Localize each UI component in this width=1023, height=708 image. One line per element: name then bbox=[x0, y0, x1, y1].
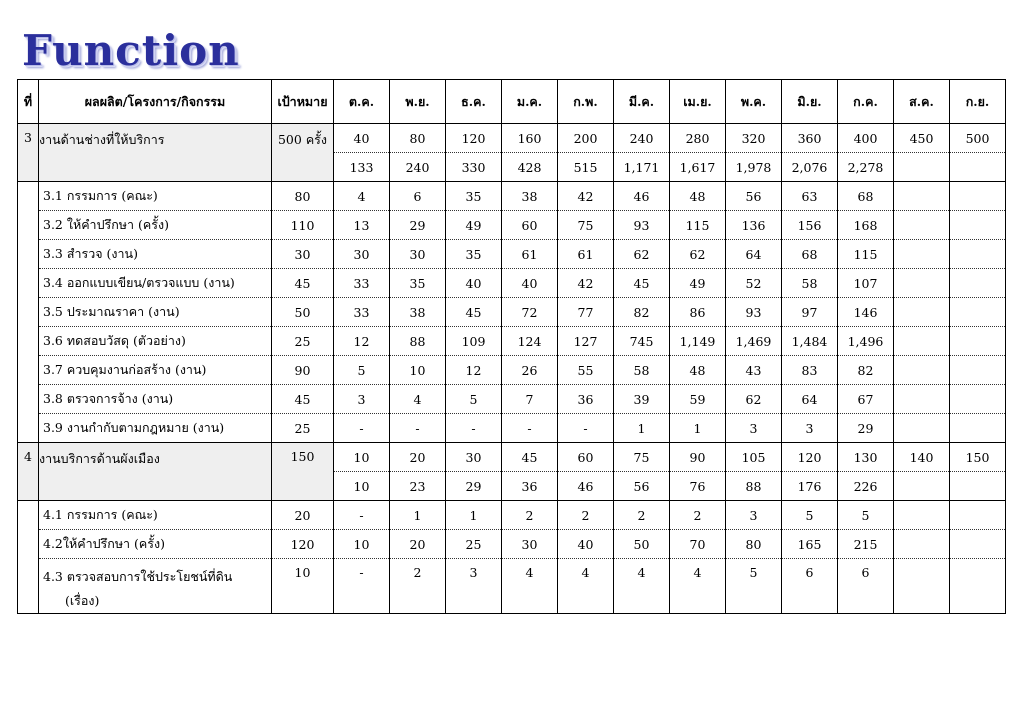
month-value-cell: 39 bbox=[614, 385, 670, 414]
month-value-cell: 60 bbox=[558, 443, 614, 472]
month-value-cell: 4 bbox=[334, 182, 390, 211]
month-value-cell: 4 bbox=[390, 385, 446, 414]
table-row bbox=[18, 356, 1006, 385]
month-value-cell bbox=[950, 414, 1006, 443]
month-value-cell: 76 bbox=[670, 472, 726, 501]
month-value-cell: 35 bbox=[446, 240, 502, 269]
month-value-cell: 6 bbox=[782, 559, 838, 614]
month-value-cell: 3 bbox=[334, 385, 390, 414]
month-value-cell: 64 bbox=[782, 385, 838, 414]
header-month: ก.พ. bbox=[558, 80, 614, 124]
month-value-cell: 80 bbox=[726, 530, 782, 559]
month-value-cell: 93 bbox=[614, 211, 670, 240]
month-value-cell: 36 bbox=[558, 385, 614, 414]
month-value-cell: 68 bbox=[838, 182, 894, 211]
header-target: เป้าหมาย bbox=[272, 80, 334, 124]
month-value-cell: 48 bbox=[670, 356, 726, 385]
month-value-cell: 500 bbox=[950, 124, 1006, 153]
header-month: ธ.ค. bbox=[446, 80, 502, 124]
month-value-cell: 12 bbox=[446, 356, 502, 385]
month-value-cell: 35 bbox=[446, 182, 502, 211]
month-value-cell: 1,978 bbox=[726, 153, 782, 182]
month-value-cell: 63 bbox=[782, 182, 838, 211]
month-value-cell: 146 bbox=[838, 298, 894, 327]
month-value-cell: 107 bbox=[838, 269, 894, 298]
table-row bbox=[18, 501, 1006, 530]
month-value-cell: 109 bbox=[446, 327, 502, 356]
month-value-cell bbox=[950, 530, 1006, 559]
month-value-cell: 2 bbox=[670, 501, 726, 530]
month-value-cell: 36 bbox=[502, 472, 558, 501]
month-value-cell: 115 bbox=[670, 211, 726, 240]
month-value-cell bbox=[950, 356, 1006, 385]
item-target: 45 bbox=[272, 385, 334, 414]
month-value-cell: 56 bbox=[726, 182, 782, 211]
month-value-cell bbox=[894, 385, 950, 414]
month-value-cell: 2,076 bbox=[782, 153, 838, 182]
header-month: ก.ย. bbox=[950, 80, 1006, 124]
month-value-cell: 1,496 bbox=[838, 327, 894, 356]
month-value-cell: 120 bbox=[446, 124, 502, 153]
month-value-cell bbox=[894, 414, 950, 443]
month-value-cell: 62 bbox=[670, 240, 726, 269]
header-no: ที่ bbox=[18, 80, 39, 124]
table-row bbox=[18, 211, 1006, 240]
month-value-cell: 140 bbox=[894, 443, 950, 472]
month-value-cell: 75 bbox=[614, 443, 670, 472]
month-value-cell: 46 bbox=[558, 472, 614, 501]
month-value-cell: 2,278 bbox=[838, 153, 894, 182]
month-value-cell: 29 bbox=[838, 414, 894, 443]
month-value-cell: 64 bbox=[726, 240, 782, 269]
month-value-cell: 320 bbox=[726, 124, 782, 153]
month-value-cell: 4 bbox=[558, 559, 614, 614]
item-target: 25 bbox=[272, 327, 334, 356]
item-name: 4.1 กรรมการ (คณะ) bbox=[39, 501, 272, 530]
month-value-cell: 70 bbox=[670, 530, 726, 559]
month-value-cell: 49 bbox=[446, 211, 502, 240]
month-value-cell: 1 bbox=[446, 501, 502, 530]
header-month: ส.ค. bbox=[894, 80, 950, 124]
month-value-cell: 360 bbox=[782, 124, 838, 153]
month-value-cell: 400 bbox=[838, 124, 894, 153]
month-value-cell bbox=[950, 385, 1006, 414]
table-row bbox=[18, 530, 1006, 559]
item-name: 3.2 ให้คำปรึกษา (ครั้ง) bbox=[39, 211, 272, 240]
month-value-cell: 58 bbox=[614, 356, 670, 385]
month-value-cell: 42 bbox=[558, 182, 614, 211]
month-value-cell: 45 bbox=[446, 298, 502, 327]
month-value-cell: 745 bbox=[614, 327, 670, 356]
table-row bbox=[18, 559, 1006, 614]
month-value-cell: 40 bbox=[446, 269, 502, 298]
month-value-cell: 29 bbox=[446, 472, 502, 501]
item-name: 3.8 ตรวจการจ้าง (งาน) bbox=[39, 385, 272, 414]
item-number-spacer bbox=[18, 501, 39, 614]
month-value-cell: 5 bbox=[726, 559, 782, 614]
group-name: งานด้านช่างที่ให้บริการ bbox=[39, 124, 272, 182]
item-name: 3.1 กรรมการ (คณะ) bbox=[39, 182, 272, 211]
month-value-cell bbox=[950, 501, 1006, 530]
month-value-cell: 1 bbox=[390, 501, 446, 530]
month-value-cell: 61 bbox=[558, 240, 614, 269]
month-value-cell: 30 bbox=[502, 530, 558, 559]
month-value-cell: 6 bbox=[390, 182, 446, 211]
month-value-cell bbox=[950, 240, 1006, 269]
month-value-cell: 120 bbox=[782, 443, 838, 472]
month-value-cell: 45 bbox=[502, 443, 558, 472]
month-value-cell: 2 bbox=[390, 559, 446, 614]
month-value-cell: 56 bbox=[614, 472, 670, 501]
month-value-cell: 62 bbox=[614, 240, 670, 269]
month-value-cell: 1 bbox=[670, 414, 726, 443]
month-value-cell: 38 bbox=[502, 182, 558, 211]
month-value-cell: 124 bbox=[502, 327, 558, 356]
month-value-cell: 215 bbox=[838, 530, 894, 559]
month-value-cell: 12 bbox=[334, 327, 390, 356]
month-value-cell: 515 bbox=[558, 153, 614, 182]
month-value-cell bbox=[894, 269, 950, 298]
month-value-cell: 5 bbox=[838, 501, 894, 530]
month-value-cell: 2 bbox=[502, 501, 558, 530]
month-value-cell: 33 bbox=[334, 269, 390, 298]
header-month: ก.ค. bbox=[838, 80, 894, 124]
month-value-cell: 10 bbox=[334, 443, 390, 472]
item-target: 50 bbox=[272, 298, 334, 327]
item-name: 3.5 ประมาณราคา (งาน) bbox=[39, 298, 272, 327]
month-value-cell: 25 bbox=[446, 530, 502, 559]
header-month: เม.ย. bbox=[670, 80, 726, 124]
month-value-cell: 26 bbox=[502, 356, 558, 385]
month-value-cell: 1,171 bbox=[614, 153, 670, 182]
group-target: 500 ครั้ง bbox=[272, 124, 334, 182]
month-value-cell: 42 bbox=[558, 269, 614, 298]
item-name: 3.6 ทดสอบวัสดุ (ตัวอย่าง) bbox=[39, 327, 272, 356]
month-value-cell bbox=[950, 211, 1006, 240]
month-value-cell: 88 bbox=[726, 472, 782, 501]
month-value-cell: 33 bbox=[334, 298, 390, 327]
month-value-cell: - bbox=[334, 559, 390, 614]
item-target: 10 bbox=[272, 559, 334, 614]
month-value-cell: - bbox=[502, 414, 558, 443]
group-plan-row bbox=[18, 443, 1006, 472]
item-name bbox=[39, 559, 272, 614]
month-value-cell: 40 bbox=[502, 269, 558, 298]
table-row bbox=[18, 327, 1006, 356]
month-value-cell: 60 bbox=[502, 211, 558, 240]
month-value-cell: 45 bbox=[614, 269, 670, 298]
table-row bbox=[18, 298, 1006, 327]
month-value-cell: 59 bbox=[670, 385, 726, 414]
group-target: 150 bbox=[272, 443, 334, 501]
month-value-cell: 2 bbox=[558, 501, 614, 530]
group-name: งานบริการด้านผังเมือง bbox=[39, 443, 272, 501]
month-value-cell: 105 bbox=[726, 443, 782, 472]
month-value-cell: 20 bbox=[390, 443, 446, 472]
month-value-cell: - bbox=[334, 501, 390, 530]
month-value-cell: 61 bbox=[502, 240, 558, 269]
item-target: 45 bbox=[272, 269, 334, 298]
month-value-cell: 90 bbox=[670, 443, 726, 472]
month-value-cell: 35 bbox=[390, 269, 446, 298]
month-value-cell: 4 bbox=[502, 559, 558, 614]
month-value-cell: 133 bbox=[334, 153, 390, 182]
month-value-cell: 4 bbox=[670, 559, 726, 614]
month-value-cell: 77 bbox=[558, 298, 614, 327]
month-value-cell bbox=[894, 327, 950, 356]
month-value-cell bbox=[894, 298, 950, 327]
month-value-cell: 6 bbox=[838, 559, 894, 614]
item-target: 90 bbox=[272, 356, 334, 385]
month-value-cell: 3 bbox=[446, 559, 502, 614]
month-value-cell: 176 bbox=[782, 472, 838, 501]
month-value-cell bbox=[894, 153, 950, 182]
header-month: พ.ย. bbox=[390, 80, 446, 124]
group-plan-row bbox=[18, 124, 1006, 153]
month-value-cell: 1,149 bbox=[670, 327, 726, 356]
month-value-cell: 1,617 bbox=[670, 153, 726, 182]
month-value-cell bbox=[894, 356, 950, 385]
month-value-cell: 168 bbox=[838, 211, 894, 240]
item-name: 4.2ให้คำปรึกษา (ครั้ง) bbox=[39, 530, 272, 559]
month-value-cell: 49 bbox=[670, 269, 726, 298]
month-value-cell: - bbox=[558, 414, 614, 443]
month-value-cell bbox=[950, 472, 1006, 501]
item-target: 120 bbox=[272, 530, 334, 559]
month-value-cell: 3 bbox=[782, 414, 838, 443]
month-value-cell: 5 bbox=[782, 501, 838, 530]
month-value-cell bbox=[950, 298, 1006, 327]
month-value-cell: 82 bbox=[614, 298, 670, 327]
month-value-cell: 226 bbox=[838, 472, 894, 501]
item-name-line2: (เรื่อง) bbox=[65, 593, 100, 608]
group-number: 4 bbox=[18, 443, 39, 501]
month-value-cell: 75 bbox=[558, 211, 614, 240]
month-value-cell: 160 bbox=[502, 124, 558, 153]
month-value-cell: 50 bbox=[614, 530, 670, 559]
item-target: 80 bbox=[272, 182, 334, 211]
month-value-cell: 48 bbox=[670, 182, 726, 211]
month-value-cell bbox=[950, 559, 1006, 614]
month-value-cell: 80 bbox=[390, 124, 446, 153]
month-value-cell: 10 bbox=[334, 530, 390, 559]
month-value-cell: 150 bbox=[950, 443, 1006, 472]
header-month: มิ.ย. bbox=[782, 80, 838, 124]
item-name: 3.7 ควบคุมงานก่อสร้าง (งาน) bbox=[39, 356, 272, 385]
month-value-cell: 43 bbox=[726, 356, 782, 385]
month-value-cell: - bbox=[334, 414, 390, 443]
table-row bbox=[18, 240, 1006, 269]
month-value-cell: 136 bbox=[726, 211, 782, 240]
month-value-cell: 115 bbox=[838, 240, 894, 269]
table-row bbox=[18, 385, 1006, 414]
month-value-cell: 1,469 bbox=[726, 327, 782, 356]
month-value-cell: 82 bbox=[838, 356, 894, 385]
month-value-cell: 10 bbox=[390, 356, 446, 385]
table-row bbox=[18, 269, 1006, 298]
table-row bbox=[18, 414, 1006, 443]
item-name: 3.4 ออกแบบเขียน/ตรวจแบบ (งาน) bbox=[39, 269, 272, 298]
month-value-cell: 1 bbox=[614, 414, 670, 443]
item-name: 3.9 งานกำกับตามกฎหมาย (งาน) bbox=[39, 414, 272, 443]
month-value-cell: 7 bbox=[502, 385, 558, 414]
month-value-cell bbox=[950, 269, 1006, 298]
month-value-cell: 52 bbox=[726, 269, 782, 298]
month-value-cell: 29 bbox=[390, 211, 446, 240]
month-value-cell: 240 bbox=[390, 153, 446, 182]
month-value-cell: 68 bbox=[782, 240, 838, 269]
page-title: Function bbox=[22, 26, 240, 75]
item-number-spacer bbox=[18, 182, 39, 443]
item-name: 3.3 สำรวจ (งาน) bbox=[39, 240, 272, 269]
month-value-cell: 40 bbox=[334, 124, 390, 153]
item-target: 110 bbox=[272, 211, 334, 240]
month-value-cell: 30 bbox=[334, 240, 390, 269]
month-value-cell: 200 bbox=[558, 124, 614, 153]
month-value-cell: - bbox=[446, 414, 502, 443]
month-value-cell: 165 bbox=[782, 530, 838, 559]
month-value-cell bbox=[894, 211, 950, 240]
month-value-cell: 5 bbox=[334, 356, 390, 385]
month-value-cell: 86 bbox=[670, 298, 726, 327]
header-month: ม.ค. bbox=[502, 80, 558, 124]
item-target: 30 bbox=[272, 240, 334, 269]
month-value-cell: 72 bbox=[502, 298, 558, 327]
month-value-cell bbox=[950, 327, 1006, 356]
month-value-cell: 3 bbox=[726, 501, 782, 530]
item-target: 20 bbox=[272, 501, 334, 530]
month-value-cell: 88 bbox=[390, 327, 446, 356]
table-header-row bbox=[18, 80, 1006, 124]
month-value-cell: 62 bbox=[726, 385, 782, 414]
month-value-cell: 55 bbox=[558, 356, 614, 385]
month-value-cell: 450 bbox=[894, 124, 950, 153]
month-value-cell bbox=[894, 530, 950, 559]
group-number: 3 bbox=[18, 124, 39, 182]
month-value-cell bbox=[894, 501, 950, 530]
item-name-line1: 4.3 ตรวจสอบการใช้ประโยชน์ที่ดิน bbox=[43, 569, 233, 584]
month-value-cell: 5 bbox=[446, 385, 502, 414]
header-month: ต.ค. bbox=[334, 80, 390, 124]
month-value-cell: 156 bbox=[782, 211, 838, 240]
month-value-cell bbox=[950, 153, 1006, 182]
month-value-cell: 93 bbox=[726, 298, 782, 327]
month-value-cell: 280 bbox=[670, 124, 726, 153]
item-target: 25 bbox=[272, 414, 334, 443]
month-value-cell: 46 bbox=[614, 182, 670, 211]
month-value-cell bbox=[894, 240, 950, 269]
month-value-cell: 40 bbox=[558, 530, 614, 559]
month-value-cell: 23 bbox=[390, 472, 446, 501]
month-value-cell: 2 bbox=[614, 501, 670, 530]
table-row bbox=[18, 182, 1006, 211]
month-value-cell: 127 bbox=[558, 327, 614, 356]
month-value-cell: 330 bbox=[446, 153, 502, 182]
month-value-cell: 4 bbox=[614, 559, 670, 614]
month-value-cell: 20 bbox=[390, 530, 446, 559]
performance-table bbox=[17, 79, 1006, 614]
month-value-cell: 10 bbox=[334, 472, 390, 501]
month-value-cell: 97 bbox=[782, 298, 838, 327]
month-value-cell bbox=[894, 182, 950, 211]
month-value-cell: 30 bbox=[446, 443, 502, 472]
month-value-cell: - bbox=[390, 414, 446, 443]
month-value-cell: 3 bbox=[726, 414, 782, 443]
month-value-cell: 30 bbox=[390, 240, 446, 269]
month-value-cell: 67 bbox=[838, 385, 894, 414]
header-month: พ.ค. bbox=[726, 80, 782, 124]
month-value-cell: 130 bbox=[838, 443, 894, 472]
header-item: ผลผลิต/โครงการ/กิจกรรม bbox=[39, 80, 272, 124]
month-value-cell: 428 bbox=[502, 153, 558, 182]
month-value-cell: 83 bbox=[782, 356, 838, 385]
month-value-cell bbox=[894, 472, 950, 501]
month-value-cell bbox=[894, 559, 950, 614]
month-value-cell: 240 bbox=[614, 124, 670, 153]
header-month: มี.ค. bbox=[614, 80, 670, 124]
month-value-cell: 13 bbox=[334, 211, 390, 240]
month-value-cell: 38 bbox=[390, 298, 446, 327]
month-value-cell: 1,484 bbox=[782, 327, 838, 356]
month-value-cell: 58 bbox=[782, 269, 838, 298]
month-value-cell bbox=[950, 182, 1006, 211]
